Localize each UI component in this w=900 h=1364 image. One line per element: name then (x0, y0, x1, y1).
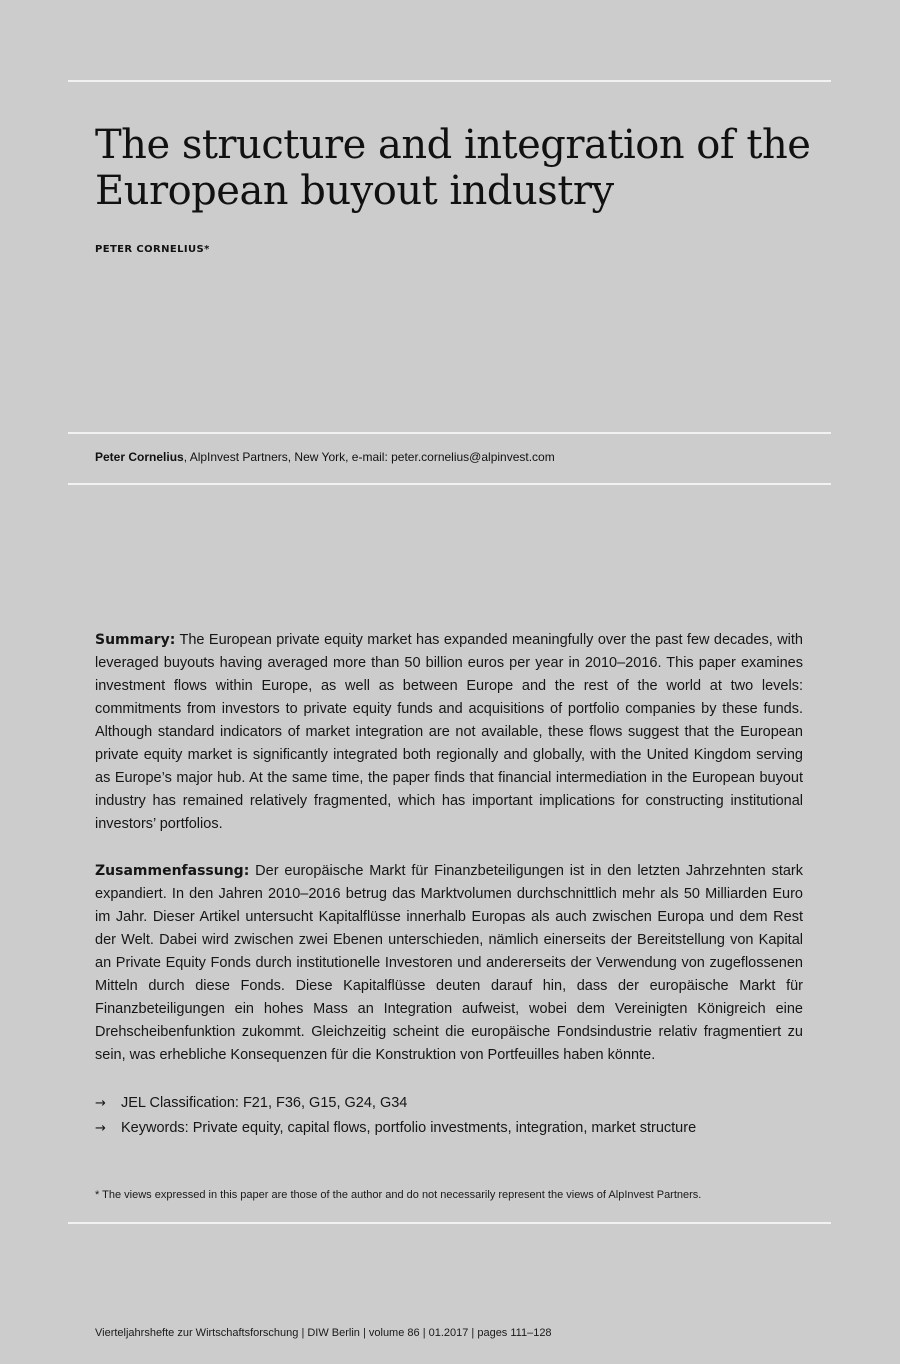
jel-classification (95, 1091, 696, 1116)
footnote: * The views expressed in this paper are those of the author and do not necessarily represent the views of AlpInvest Partners. (95, 1189, 702, 1201)
affiliation-name: Peter Cornelius (95, 450, 184, 464)
author-affiliation (95, 450, 555, 464)
affiliation-top-divider (68, 432, 831, 434)
summary-paragraph (95, 629, 803, 836)
summary-label: Summary: (95, 632, 176, 648)
running-footer: Vierteljahrshefte zur Wirtschaftsforschung | DIW Berlin | volume 86 | 01.2017 | pages 111–128 (95, 1327, 552, 1339)
zusammenfassung-paragraph (95, 860, 803, 1067)
paper-title (95, 122, 835, 214)
classification-list (95, 1091, 696, 1141)
summary-text: The European private equity market has expanded meaningfully over the past few decades, with leveraged buyouts having averaged more than 50 billion euros per year in 2010–2016. This paper examines investment flows within Europe, as well as between Europe and the rest of the world at two levels: commitments from investors to private equity funds and acquisitions of portfolio companies by these funds. Although standard indicators of market integration are not available, these flows suggest that the European private equity market is significantly integrated both regionally and globally, with the United Kingdom serving as Europe’s major hub. At the same time, the paper finds that financial intermediation in the European buyout industry has remained relatively fragmented, which has important implications for constructing institutional investors’ portfolios. (95, 632, 803, 832)
affiliation-bottom-divider (68, 483, 831, 485)
arrow-right-icon: → (95, 1096, 106, 1111)
keywords-text: Keywords: Private equity, capital flows, portfolio investments, integration, market structure (121, 1120, 697, 1136)
zusammenfassung-text: Der europäische Markt für Finanzbeteiligungen ist in den letzten Jahrzehnten stark expandiert. In den Jahren 2010–2016 betrug das Marktvolumen durchschnittlich mehr als 50 Milliarden Euro im Jahr. Dieser Artikel untersucht Kapitalflüsse innerhalb Europas als auch zwischen Europa und dem Rest der Welt. Dabei wird zwischen zwei Ebenen unterschieden, nämlich einerseits der Bereitstellung von Kapital an Private Equity Fonds durch institutionelle Investoren und andererseits der Verwendung von zugeflossenen Mitteln durch diese Fonds. Diese Kapitalflüsse deuten darauf hin, dass der europäische Markt für Finanzbeteiligungen ein hohes Mass an Integration aufweist, wobei dem Vereinigten Königreich eine Drehscheibenfunktion zukommt. Gleichzeitig scheint die europäische Fondsindustrie relativ fragmentiert zu sein, was erhebliche Konsequenzen für die Konstruktion von Portfeuilles haben könnte. (95, 863, 803, 1063)
keywords (95, 1116, 696, 1141)
arrow-right-icon: → (95, 1121, 106, 1136)
title-line-1: The structure and integration of the (95, 122, 811, 168)
zusammenfassung-label: Zusammenfassung: (95, 863, 250, 879)
title-line-2: European buyout industry (95, 168, 614, 214)
author-byline: PETER CORNELIUS* (95, 244, 210, 255)
footnote-divider (68, 1222, 831, 1224)
affiliation-details: , AlpInvest Partners, New York, e-mail: peter.cornelius@alpinvest.com (183, 450, 555, 464)
top-divider (68, 80, 831, 82)
jel-text: JEL Classification: F21, F36, G15, G24, G34 (121, 1095, 408, 1111)
